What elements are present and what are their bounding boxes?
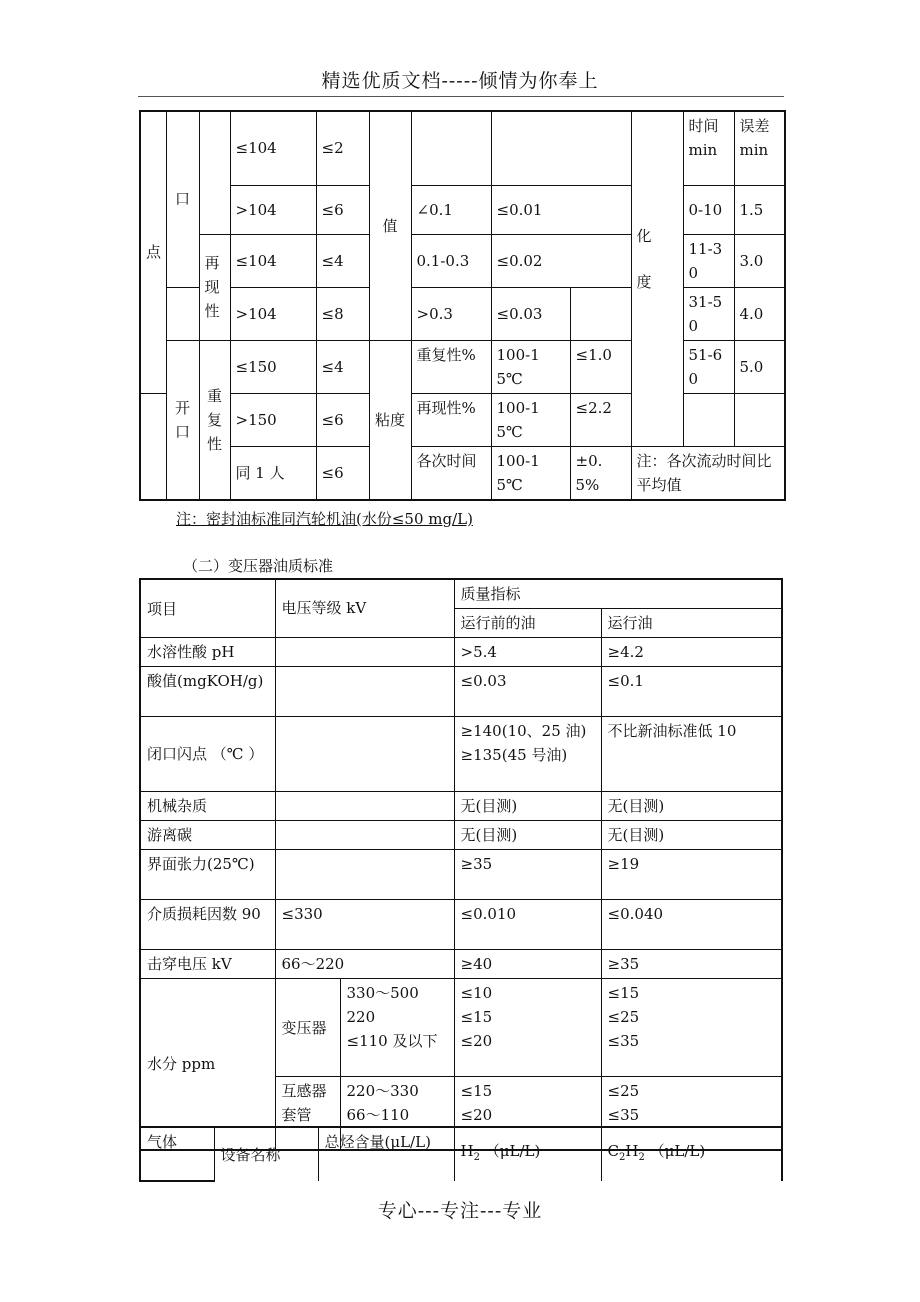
- page-header: 精选优质文档-----倾情为你奉上: [321, 70, 599, 92]
- cell-empty: [140, 446, 166, 500]
- cell: 51-60: [683, 340, 734, 393]
- row-label: 酸值(mgKOH/g): [140, 667, 275, 717]
- cell: ≤150: [230, 340, 316, 393]
- row-label: 游离碳: [140, 821, 275, 850]
- cell-kou: 口: [166, 111, 199, 287]
- cell: ≤8: [316, 287, 369, 340]
- c2h2-unit: （μL/L): [649, 1142, 706, 1160]
- cell: 1.5: [734, 185, 785, 234]
- cell: ≥35: [454, 850, 601, 900]
- header-before: 运行前的油: [454, 609, 601, 638]
- cell: 各次时间: [411, 446, 491, 500]
- trans-r1: ≤15: [607, 984, 640, 1002]
- cell: ≤0.010: [454, 900, 601, 950]
- cell-zaixianxing: 再现性: [199, 234, 230, 340]
- trans-v1: 330～500: [346, 984, 419, 1002]
- trans-b2: ≤15: [460, 1008, 493, 1026]
- c2h2-c: C: [607, 1142, 619, 1160]
- h2-subscript: 2: [473, 1152, 480, 1163]
- cell-empty: [275, 717, 454, 792]
- cell-empty: [275, 792, 454, 821]
- cell-empty: [734, 393, 785, 446]
- cell: ∠0.1: [411, 185, 491, 234]
- cell-c2h2: [601, 1127, 782, 1181]
- cell: >150: [230, 393, 316, 446]
- ct-b2: ≤20: [460, 1106, 493, 1124]
- row-label: 击穿电压 kV: [140, 950, 275, 979]
- cell-empty: [140, 393, 166, 446]
- cell-h2: [454, 1127, 601, 1181]
- cell: ≤4: [316, 340, 369, 393]
- cell-empty: [199, 111, 230, 234]
- cell-err-head: 误差min: [734, 111, 785, 185]
- cell: 无(目测): [601, 792, 782, 821]
- oil-test-table: [139, 110, 786, 501]
- cell-kaikou: 开口: [166, 340, 199, 500]
- cell: 不比新油标准低 10: [601, 717, 782, 792]
- cell: ≤6: [316, 446, 369, 500]
- cell-transformer: 变压器: [275, 979, 340, 1077]
- trans-r2: ≤25: [607, 1008, 640, 1026]
- c2h2-h: H: [625, 1142, 639, 1160]
- cell: ±0.5%: [570, 446, 631, 500]
- cell: ≤330: [275, 900, 454, 950]
- cell: 100-15℃: [491, 393, 570, 446]
- ct-v2: 66～110: [346, 1106, 410, 1124]
- cell: ≤1.0: [570, 340, 631, 393]
- cell: ≤0.1: [601, 667, 782, 717]
- cell: 同 1 人: [230, 446, 316, 500]
- cell-time-head: 时间min: [683, 111, 734, 185]
- cell-chongfuxing: 重复性: [199, 340, 230, 500]
- cell-total: 总烃含量(μL/L): [318, 1127, 454, 1181]
- du-text: 度: [636, 272, 652, 291]
- ct-r2: ≤35: [607, 1106, 640, 1124]
- c2h2-sub2: 2: [638, 1152, 645, 1163]
- cell-empty: [275, 638, 454, 667]
- cell-device: 设备名称: [214, 1127, 318, 1181]
- header-quality: 质量指标: [454, 579, 782, 609]
- cell-niandu: 粘度: [369, 340, 411, 500]
- cell: 再现性%: [411, 393, 491, 446]
- cell: ≤0.03: [454, 667, 601, 717]
- trans-b3: ≤20: [460, 1032, 493, 1050]
- cell: 无(目测): [601, 821, 782, 850]
- cell: 3.0: [734, 234, 785, 287]
- trans-v2: 220: [346, 1008, 376, 1026]
- section-title: （二）变压器油质标准: [183, 557, 334, 575]
- cell: 重复性%: [411, 340, 491, 393]
- cell: 0.1-0.3: [411, 234, 491, 287]
- row-label: 闭口闪点 （℃ ）: [140, 717, 275, 792]
- cell-flash-before: [454, 717, 601, 792]
- cell: ≤4: [316, 234, 369, 287]
- header-rule: [138, 96, 784, 97]
- cell: ≤104: [230, 234, 316, 287]
- cell: >104: [230, 287, 316, 340]
- cell-hua-du: [631, 111, 683, 446]
- cell: 100-15℃: [491, 340, 570, 393]
- cell: ≤0.02: [491, 234, 631, 287]
- cell-empty: [275, 850, 454, 900]
- cell: ≤0.01: [491, 185, 631, 234]
- cell: ≤2: [316, 111, 369, 185]
- cell: ≥35: [601, 950, 782, 979]
- row-label: 水溶性酸 pH: [140, 638, 275, 667]
- cell-empty: [683, 393, 734, 446]
- row-label-water: 水分 ppm: [140, 979, 275, 1150]
- cell: >104: [230, 185, 316, 234]
- cell-empty: [166, 287, 199, 340]
- cell: 4.0: [734, 287, 785, 340]
- cell: ≤0.040: [601, 900, 782, 950]
- row-label: 界面张力(25℃): [140, 850, 275, 900]
- trans-b1: ≤10: [460, 984, 493, 1002]
- cell: 100-15℃: [491, 446, 570, 500]
- row-label: 介质损耗因数 90: [140, 900, 275, 950]
- c2h2-sub1: 2: [618, 1152, 626, 1163]
- cell: 0-10: [683, 185, 734, 234]
- cell: ≥19: [601, 850, 782, 900]
- flash-before-1: ≥140(10、25 油): [460, 722, 587, 740]
- cell: >0.3: [411, 287, 491, 340]
- cell: 无(目测): [454, 821, 601, 850]
- cell: ≥40: [454, 950, 601, 979]
- cell: ≤6: [316, 393, 369, 446]
- flash-before-2: ≥135(45 号油): [460, 746, 568, 764]
- row-label: 机械杂质: [140, 792, 275, 821]
- cell-dian: 点: [140, 111, 166, 393]
- cell-trans-voltage: [340, 979, 454, 1077]
- cell-empty: [491, 111, 631, 185]
- trans-v3: ≤110 及以下: [346, 1032, 438, 1050]
- ct-r1: ≤25: [607, 1082, 640, 1100]
- cell-ct: 互感器套管: [275, 1077, 340, 1150]
- cell-gas: 气体: [140, 1127, 214, 1181]
- trans-r3: ≤35: [607, 1032, 640, 1050]
- cell-zhi: 值: [369, 111, 411, 340]
- cell: 66～220: [275, 950, 454, 979]
- cell-empty: [411, 111, 491, 185]
- page-footer: 专心---专注---专业: [377, 1200, 543, 1222]
- cell: ≤2.2: [570, 393, 631, 446]
- seal-oil-note: 注：密封油标准同汽轮机油(水份≤50 mg/L): [176, 510, 473, 528]
- cell-trans-before: [454, 979, 601, 1077]
- cell-note: 注：各次流动时间比平均值: [631, 446, 785, 500]
- cell: ≥4.2: [601, 638, 782, 667]
- cell: 31-50: [683, 287, 734, 340]
- h2-symbol: H: [460, 1142, 474, 1160]
- cell: 11-30: [683, 234, 734, 287]
- cell: 无(目测): [454, 792, 601, 821]
- cell-empty: [275, 667, 454, 717]
- cell-trans-running: [601, 979, 782, 1077]
- gas-table: [139, 1126, 783, 1182]
- cell-empty: [570, 287, 631, 340]
- cell: ≤0.03: [491, 287, 570, 340]
- cell: ≤6: [316, 185, 369, 234]
- ct-b1: ≤15: [460, 1082, 493, 1100]
- header-running: 运行油: [601, 609, 782, 638]
- transformer-oil-table: [139, 578, 783, 1151]
- hua-text: 化: [636, 226, 652, 245]
- h2-unit: （μL/L): [484, 1142, 541, 1160]
- cell: >5.4: [454, 638, 601, 667]
- cell: ≤104: [230, 111, 316, 185]
- header-item: 项目: [140, 579, 275, 638]
- cell-empty: [275, 821, 454, 850]
- header-voltage: 电压等级 kV: [275, 579, 454, 638]
- cell: 5.0: [734, 340, 785, 393]
- ct-v1: 220～330: [346, 1082, 419, 1100]
